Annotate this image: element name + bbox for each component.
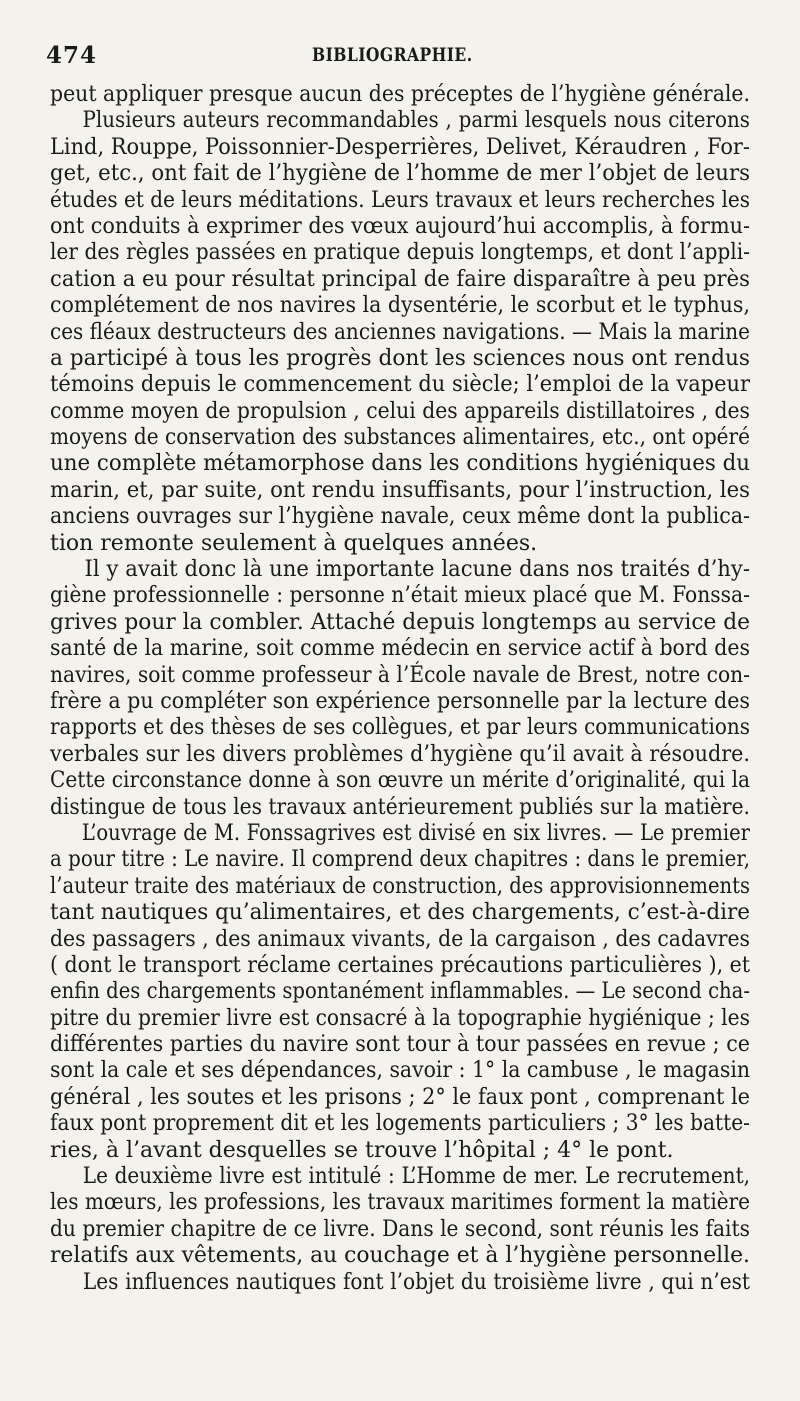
text-line: du premier chapitre de ce livre. Dans le second, sont réunis les faits bbox=[50, 1216, 750, 1242]
text-line: pitre du premier livre est consacré à la topographie hygiénique ; les bbox=[50, 1005, 750, 1031]
text-line: get, etc., ont fait de l’hygiène de l’homme de mer l’objet de leurs bbox=[50, 161, 750, 187]
body-text bbox=[50, 82, 750, 1296]
text-line: ces fléaux destructeurs des anciennes navigations. — Mais la marine bbox=[50, 319, 750, 345]
text-line: navires, soit comme professeur à l’École navale de Brest, notre con- bbox=[50, 662, 750, 688]
text-line: a participé à tous les progrès dont les sciences nous ont rendus bbox=[50, 345, 750, 371]
text-line: L’ouvrage de M. Fonssagrives est divisé en six livres. — Le premier bbox=[81, 820, 750, 846]
text-line: rapports et des thèses de ses collègues, et par leurs communications bbox=[50, 715, 750, 741]
text-line: frère a pu compléter son expérience personnelle par la lecture des bbox=[50, 688, 750, 714]
text-line: verbales sur les divers problèmes d’hygiène qu’il avait à résoudre. bbox=[50, 741, 750, 767]
running-head bbox=[46, 38, 750, 82]
running-title: BIBLIOGRAPHIE. bbox=[312, 44, 473, 66]
text-line: des passagers , des animaux vivants, de la cargaison , des cadavres bbox=[50, 926, 750, 952]
text-line: études et de leurs méditations. Leurs travaux et leurs recherches les bbox=[50, 187, 750, 213]
text-line: Il y avait donc là une importante lacune dans nos traités d’hy- bbox=[84, 557, 750, 583]
text-line: relatifs aux vêtements, au couchage et à l’hygiène personnelle. bbox=[50, 1243, 750, 1269]
text-line: l’auteur traite des matériaux de construction, des approvisionnements bbox=[50, 873, 750, 899]
text-line: marin, et, par suite, ont rendu insuffisants, pour l’instruction, les bbox=[50, 477, 750, 503]
text-line: comme moyen de propulsion , celui des appareils distillatoires , des bbox=[50, 398, 750, 424]
text-line: ler des règles passées en pratique depuis longtemps, et dont l’appli- bbox=[50, 240, 750, 266]
text-line: tion remonte seulement à quelques années. bbox=[50, 530, 538, 556]
text-line: témoins depuis le commencement du siècle; l’emploi de la vapeur bbox=[50, 372, 750, 398]
text-line: distingue de tous les travaux antérieurement publiés sur la matière. bbox=[50, 794, 750, 820]
text-line: Lind, Rouppe, Poissonnier-Desperrières, Delivet, Kéraudren , For- bbox=[50, 134, 750, 160]
text-line: complétement de nos navires la dysentérie, le scorbut et le typhus, bbox=[50, 293, 750, 319]
text-line: ries, à l’avant desquelles se trouve l’hôpital ; 4° le pont. bbox=[50, 1137, 674, 1163]
text-line: sont la cale et ses dépendances, savoir : 1° la cambuse , le magasin bbox=[50, 1058, 750, 1084]
text-line: une complète métamorphose dans les conditions hygiéniques du bbox=[50, 451, 750, 477]
text-line: grives pour la combler. Attaché depuis longtemps au service de bbox=[50, 609, 750, 635]
text-line: tant nautiques qu’alimentaires, et des chargements, c’est-à-dire bbox=[50, 900, 750, 926]
text-line: général , les soutes et les prisons ; 2° le faux pont , comprenant le bbox=[50, 1084, 750, 1110]
text-line: Les influences nautiques font l’objet du troisième livre , qui n’est bbox=[82, 1269, 750, 1295]
text-line: ( dont le transport réclame certaines précautions particulières ), et bbox=[50, 952, 750, 978]
text-line: Cette circonstance donne à son œuvre un mérite d’originalité, qui la bbox=[50, 768, 750, 794]
text-line: faux pont proprement dit et les logements particuliers ; 3° les batte- bbox=[50, 1111, 750, 1137]
text-line: a pour titre : Le navire. Il comprend deux chapitres : dans le premier, bbox=[50, 847, 750, 873]
text-line: giène professionnelle : personne n’était mieux placé que M. Fonssa- bbox=[50, 583, 750, 609]
text-line: cation a eu pour résultat principal de faire disparaître à peu près bbox=[50, 266, 750, 292]
text-line: enfin des chargements spontanément inflammables. — Le second cha- bbox=[50, 979, 750, 1005]
text-line: ont conduits à exprimer des vœux aujourd’hui accomplis, à formu- bbox=[50, 213, 750, 239]
text-line: les mœurs, les professions, les travaux maritimes forment la matière bbox=[50, 1190, 750, 1216]
text-line: peut appliquer presque aucun des préceptes de l’hygiène générale. bbox=[50, 82, 750, 107]
text-line: anciens ouvrages sur l’hygiène navale, ceux même dont la publica- bbox=[50, 504, 750, 530]
text-line: Le deuxième livre est intitulé : L’Homme de mer. Le recrutement, bbox=[82, 1164, 750, 1190]
text-line: santé de la marine, soit comme médecin en service actif à bord des bbox=[50, 636, 750, 662]
text-line: Plusieurs auteurs recommandables , parmi lesquels nous citerons bbox=[82, 108, 750, 134]
text-line: différentes parties du navire sont tour à tour passées en revue ; ce bbox=[50, 1032, 750, 1058]
page-number: 474 bbox=[46, 42, 98, 69]
text-line: moyens de conservation des substances alimentaires, etc., ont opéré bbox=[50, 425, 750, 451]
